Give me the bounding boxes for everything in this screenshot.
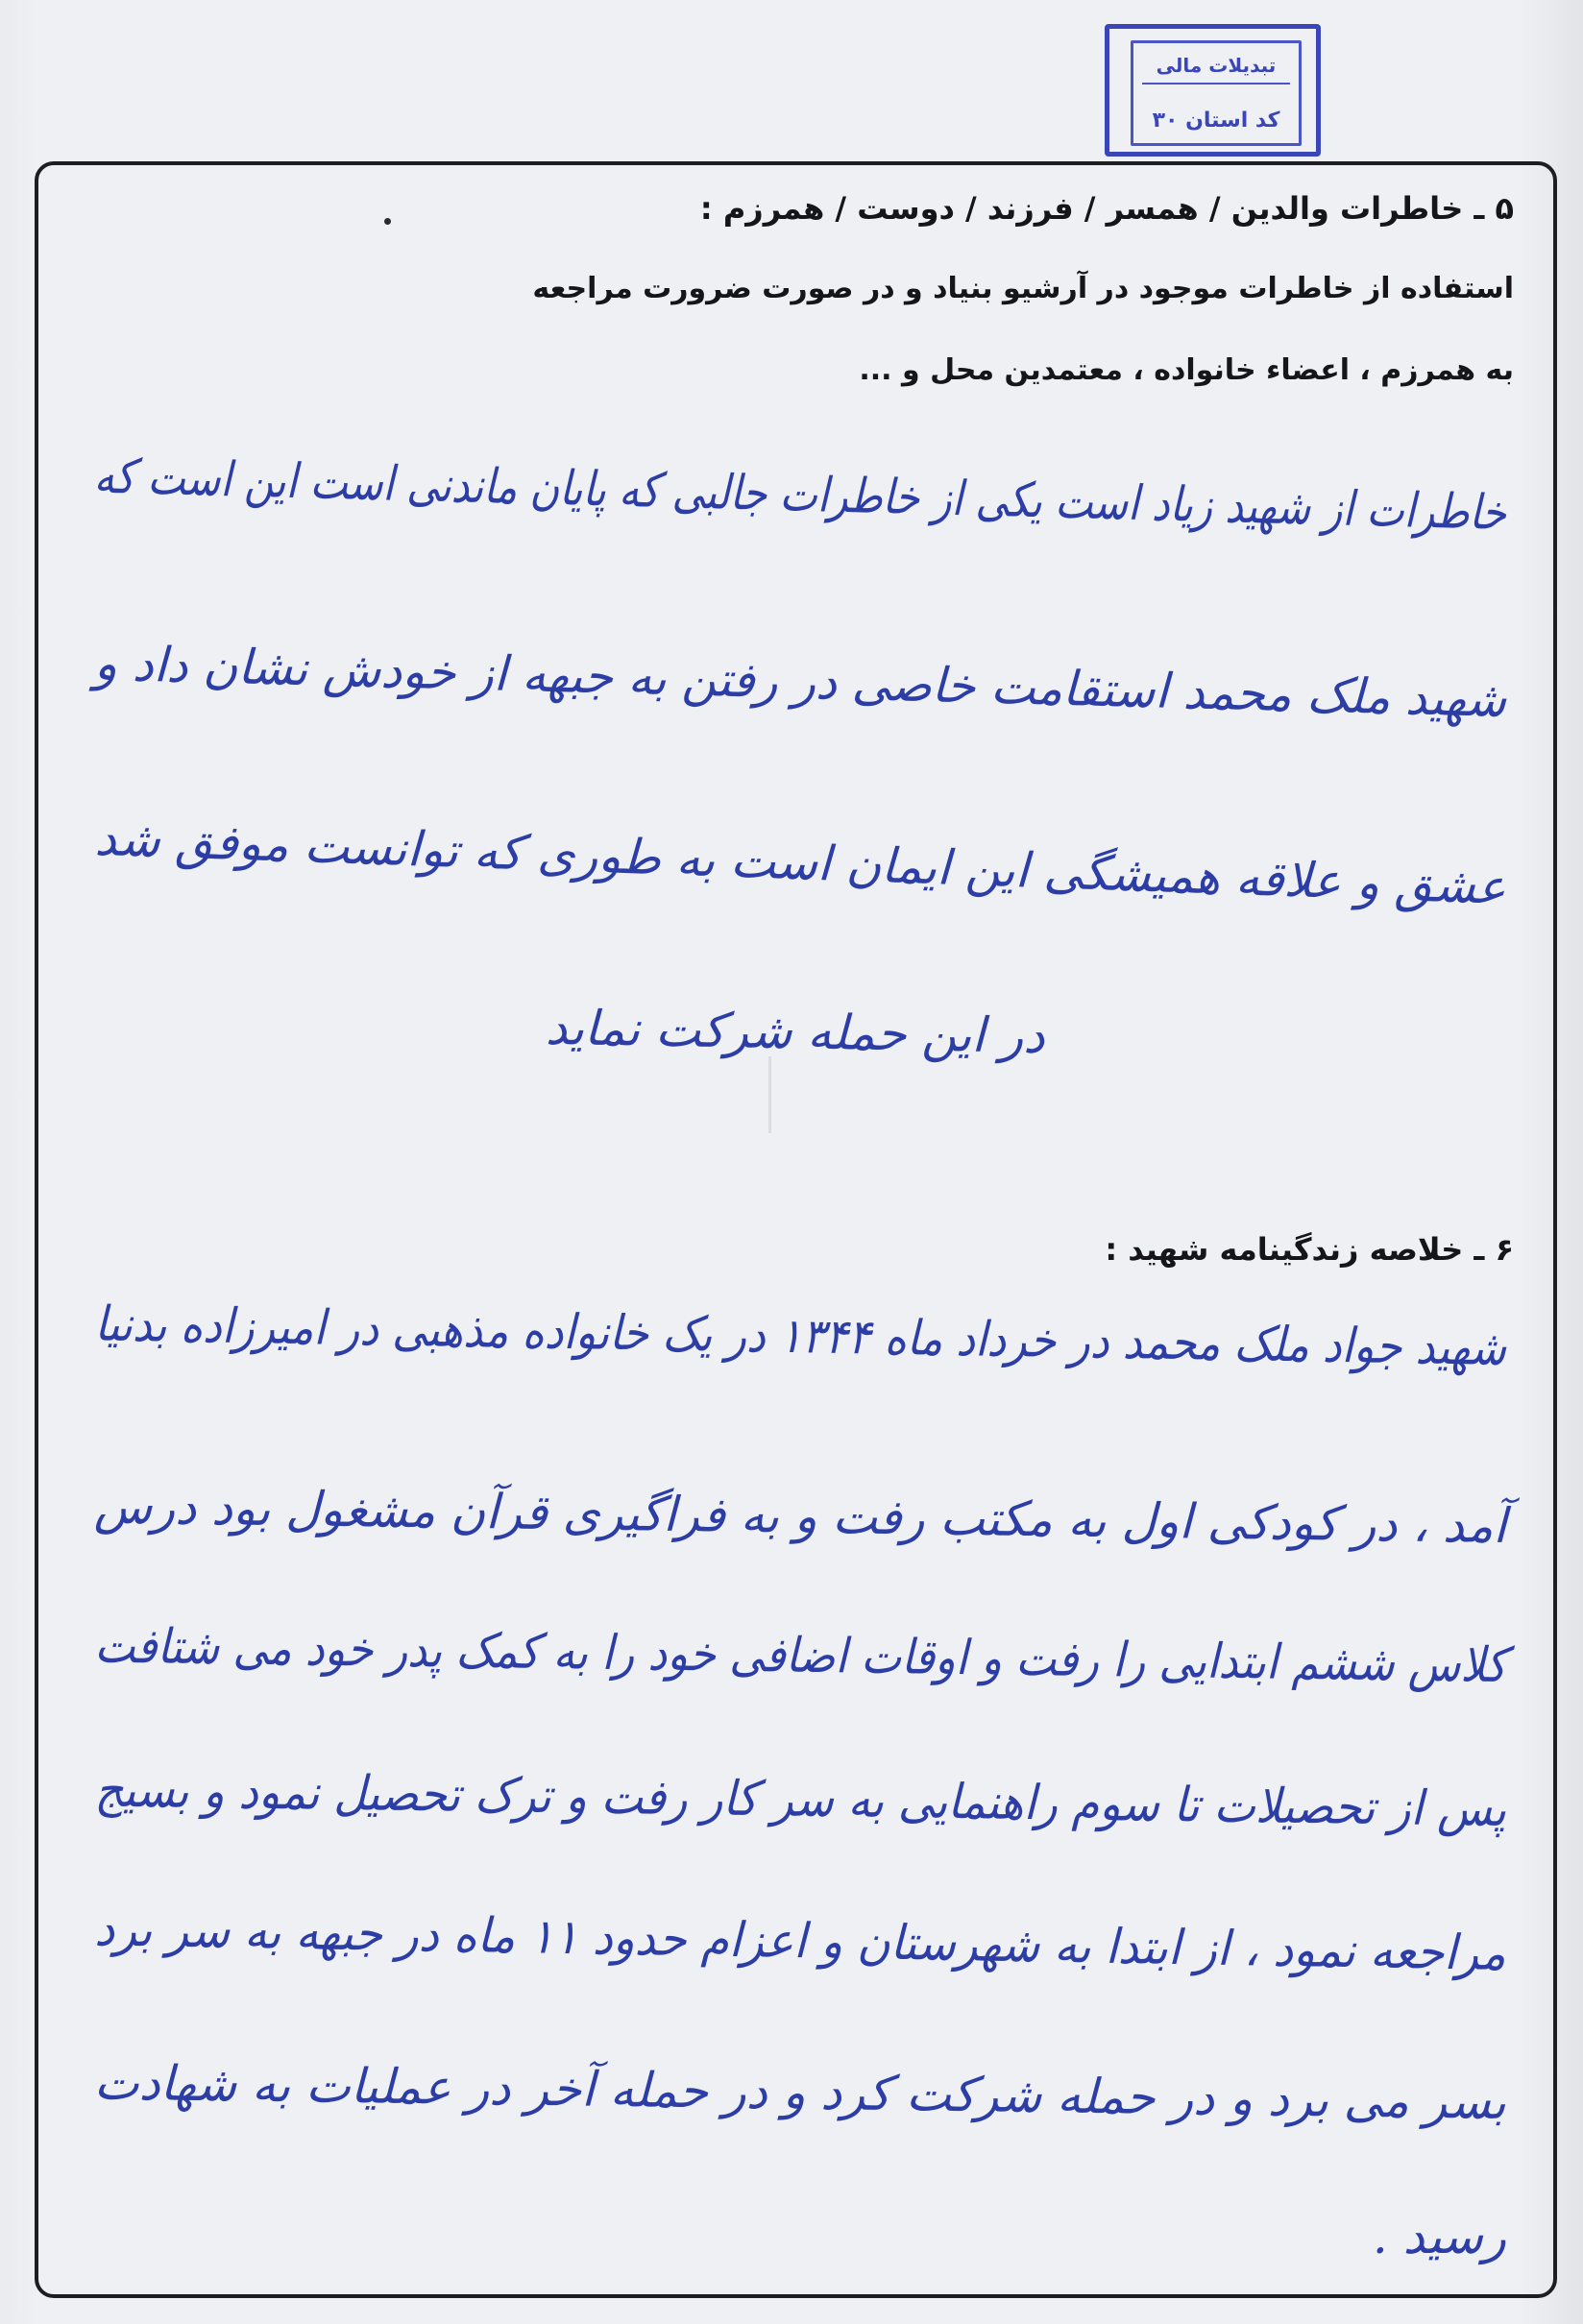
- section6-title: ۶ ـ خلاصه زندگینامه شهید :: [1105, 1231, 1514, 1268]
- section6-handwriting-line: شهید جواد ملک محمد در خرداد ماه ۱۳۴۴ در یک خانواده مذهبی در امیرزاده بدنیا: [94, 1295, 1507, 1376]
- section6-handwriting-line: مراجعه نمود ، از ابتدا به شهرستان و اعزام حدود ۱۱ ماه در جبهه به سر برد: [94, 1900, 1507, 1981]
- section6-handwriting-line: آمد ، در کودکی اول به مکتب رفت و به فراگیری قرآن مشغول بود درس: [93, 1478, 1507, 1554]
- section6-handwriting-line: پس از تحصیلات تا سوم راهنمایی به سر کار رفت و ترک تحصیل نمود و بسیج: [94, 1761, 1507, 1837]
- section6-handwriting-line: رسید .: [1372, 2209, 1506, 2264]
- section5-handwriting-line: عشق و علاقه همیشگی این ایمان است به طوری که توانست موفق شد: [93, 810, 1508, 915]
- section5-handwriting-line: در این حمله شرکت نماید: [545, 999, 1046, 1064]
- section5-instruction-line1: استفاده از خاطرات موجود در آرشیو بنیاد و در صورت ضرورت مراجعه: [532, 272, 1514, 305]
- stamp-text-top: تبدیلات مالی: [1142, 54, 1291, 85]
- stray-dot: [384, 218, 391, 225]
- section6-handwriting-line: بسر می برد و در حمله شرکت کرد و در حمله آخر در عملیات به شهادت: [93, 2054, 1507, 2130]
- section5-instruction-line2: به همرزم ، اعضاء خانواده ، معتمدین محل و ...: [859, 353, 1514, 387]
- section5-handwriting-line: شهید ملک محمد استقامت خاصی در رفتن به جبهه از خودش نشان داد و: [93, 635, 1507, 728]
- section5-title: ۵ ـ خاطرات والدین / همسر / فرزند / دوست / همرزم :: [699, 190, 1514, 227]
- section6-handwriting-line: کلاس ششم ابتدایی را رفت و اوقات اضافی خود را به کمک پدر خود می شتافت: [93, 1617, 1507, 1693]
- section5-handwriting-line: خاطرات از شهید زیاد است یکی از خاطرات جالبی که پایان ماندنی است این است که: [93, 448, 1507, 541]
- office-stamp: [1105, 24, 1321, 157]
- stamp-inner-box: [1131, 40, 1302, 146]
- paper-fold-mark: [768, 1056, 771, 1133]
- stamp-text-bottom: کد استان ۳۰: [1152, 109, 1280, 133]
